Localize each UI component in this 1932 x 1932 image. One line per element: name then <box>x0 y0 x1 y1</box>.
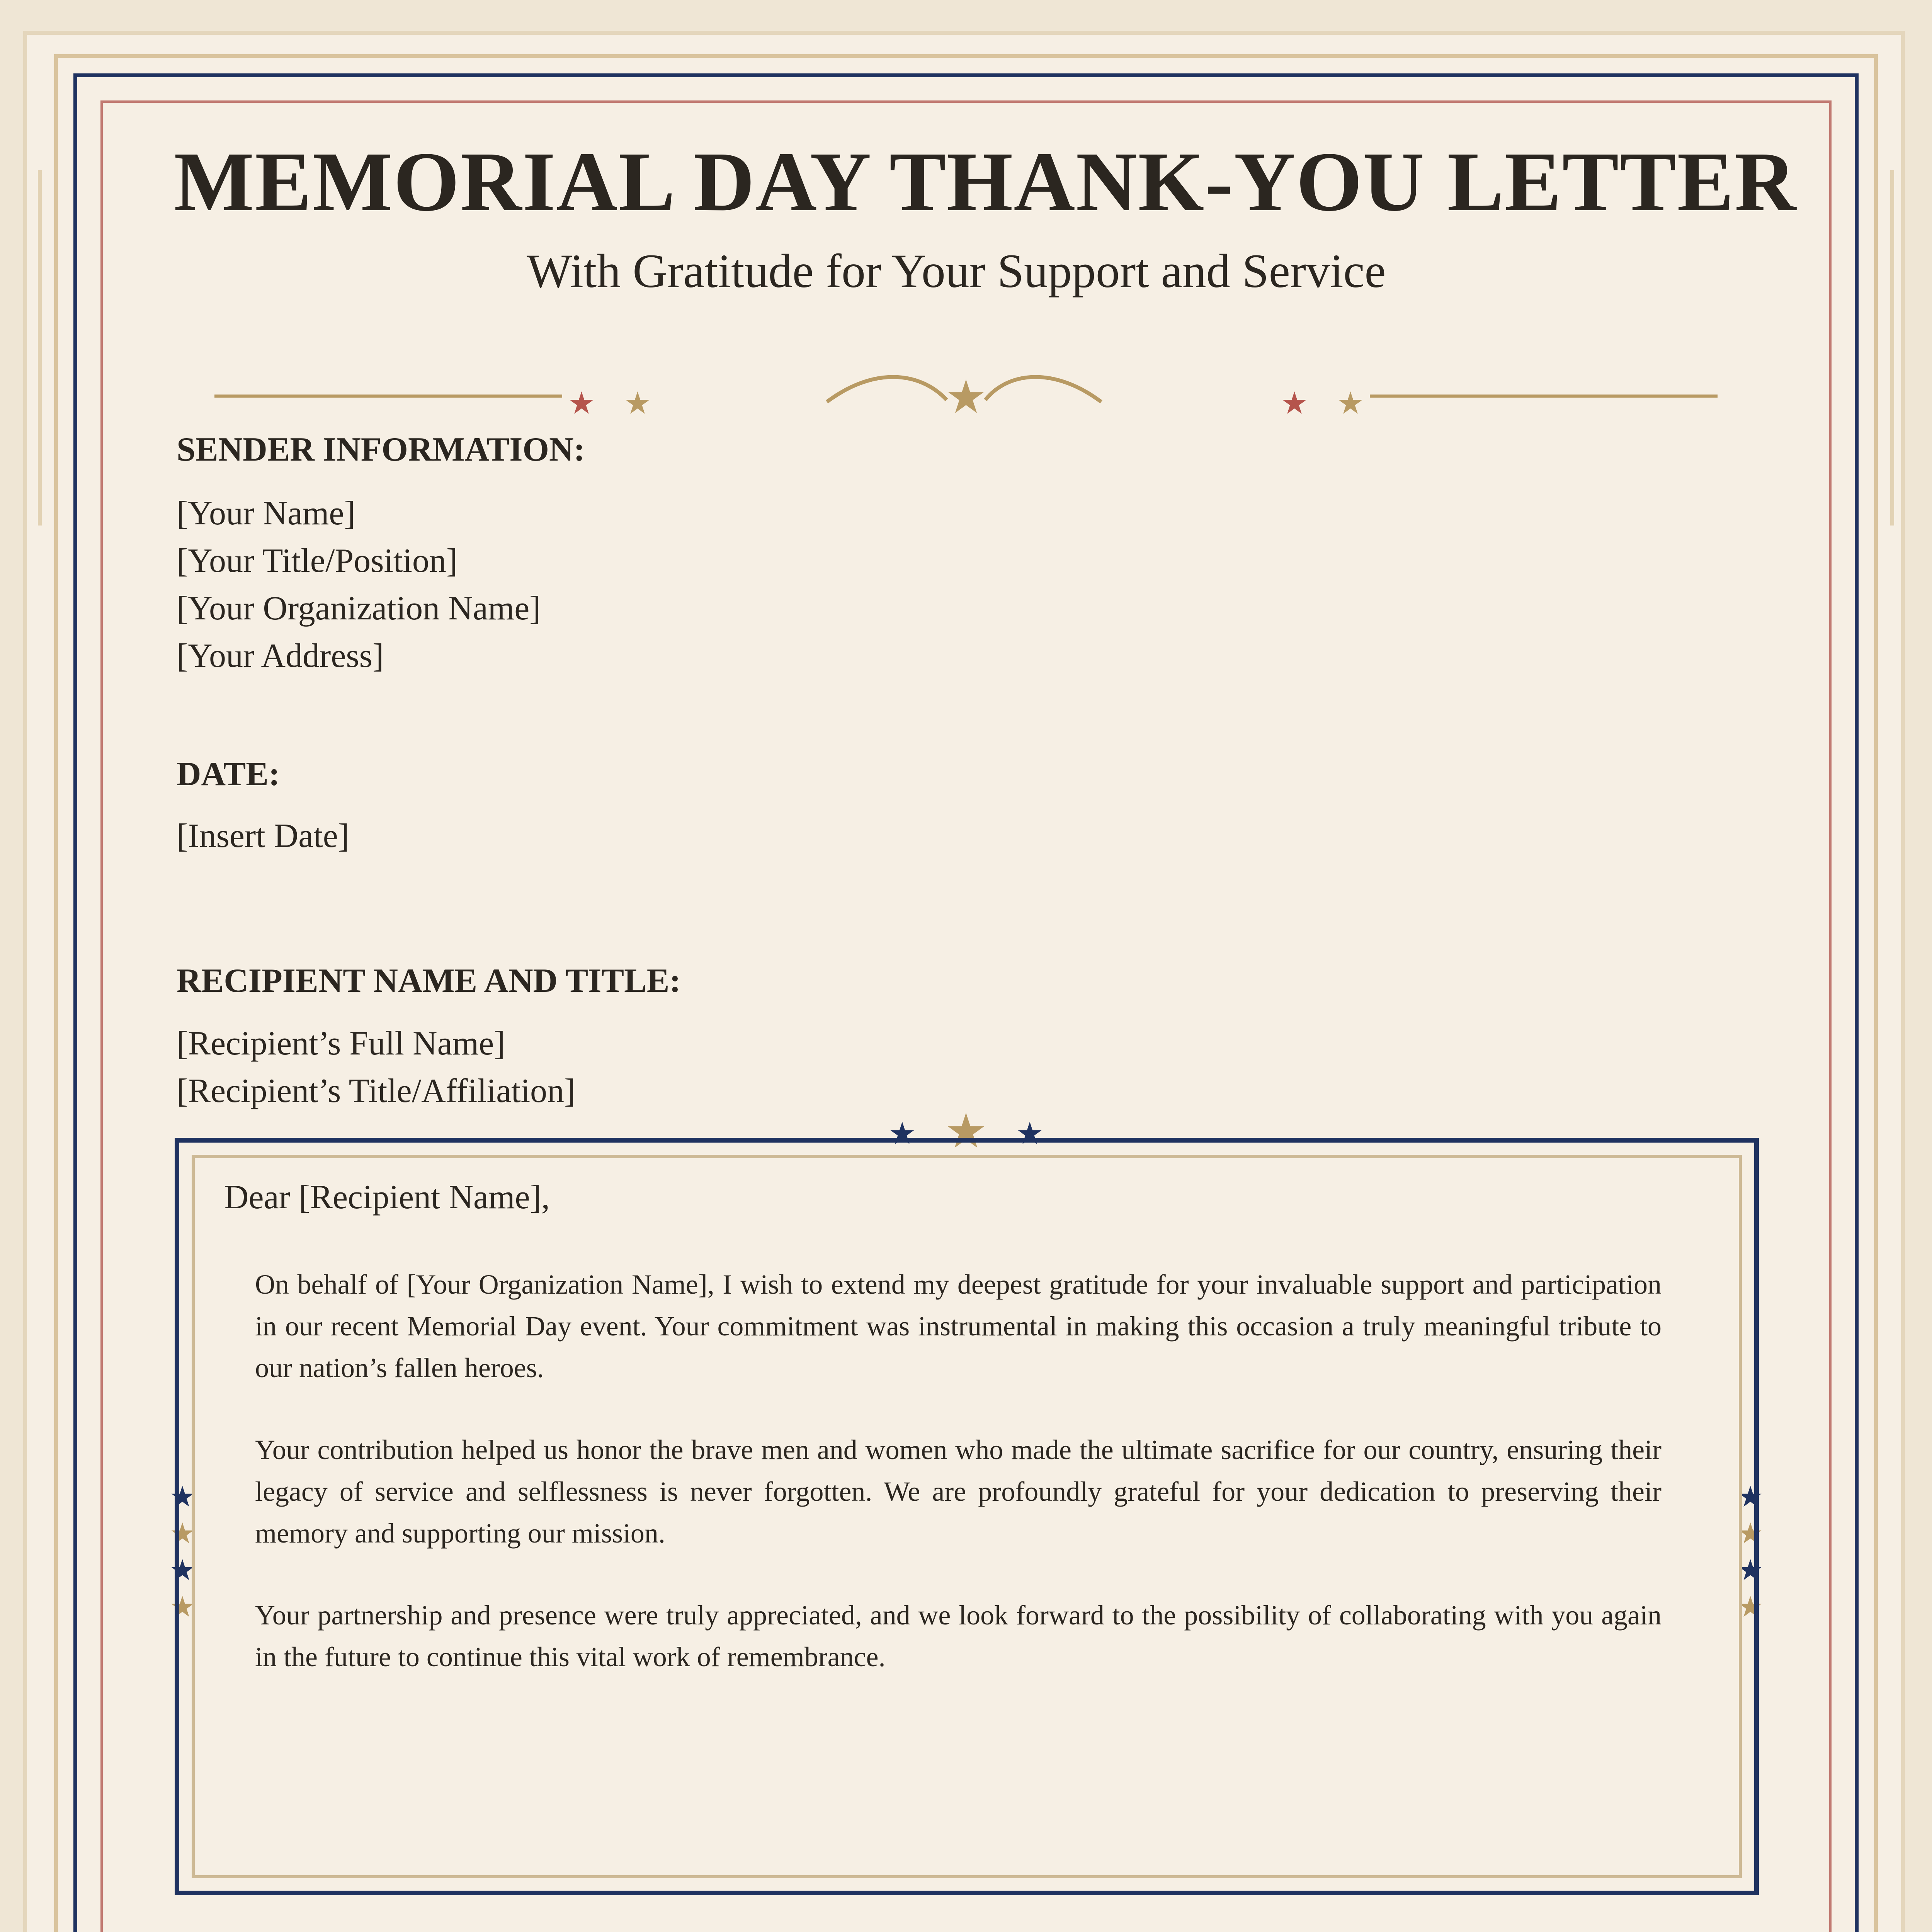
star-icon <box>626 391 650 414</box>
top-divider <box>214 377 1718 414</box>
star-icon <box>570 391 594 414</box>
letter-paragraph-1: On behalf of [Your Organization Name], I wish to extend my deepest gratitude for your invaluable support and participation in our recent Memorial Day event. Your commitment was instrumental in making this occasion a truly meaningful tribute to our nation’s fallen heroes. <box>255 1269 1662 1383</box>
recipient-title: [Recipient’s Title/Affiliation] <box>177 1072 576 1110</box>
date-heading: DATE: <box>177 755 280 793</box>
flourish-left <box>827 377 947 402</box>
letter-paragraph-3: Your partnership and presence were truly appreciated, and we look forward to the possibility of collaborating with you again in the future to continue this vital work of remembrance. <box>255 1600 1662 1672</box>
star-icon <box>1283 391 1306 414</box>
recipient-heading: RECIPIENT NAME AND TITLE: <box>177 962 681 1000</box>
sender-organization: [Your Organization Name] <box>177 590 541 627</box>
star-icon <box>1339 391 1362 414</box>
sender-name: [Your Name] <box>177 495 355 532</box>
sender-address: [Your Address] <box>177 637 384 675</box>
letter-subtitle: With Gratitude for Your Support and Service <box>527 245 1386 298</box>
star-icon <box>948 379 983 413</box>
flourish-right <box>985 377 1101 402</box>
sender-title: [Your Title/Position] <box>177 542 458 580</box>
salutation: Dear [Recipient Name], <box>224 1179 550 1216</box>
recipient-name: [Recipient’s Full Name] <box>177 1025 505 1062</box>
letter-title: MEMORIAL DAY THANK-YOU LETTER <box>174 134 1797 229</box>
date-value: [Insert Date] <box>177 817 350 855</box>
letter-paragraph-2: Your contribution helped us honor the brave men and women who made the ultimate sacrifice for our country, ensuring their legacy of service and selflessness is never forgotten. We are profoundly grateful for your dedication to preserving their memory and supporting our mission. <box>255 1434 1662 1549</box>
sender-heading: SENDER INFORMATION: <box>177 431 585 468</box>
